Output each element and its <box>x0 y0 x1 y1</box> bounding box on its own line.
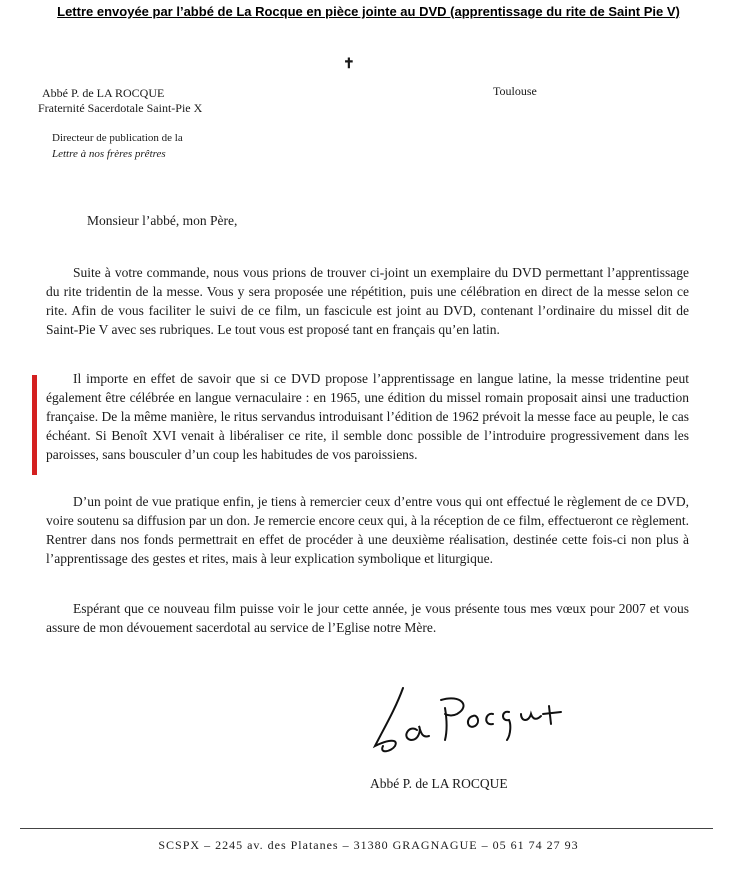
page-banner-title: Lettre envoyée par l’abbé de La Rocque en pièce jointe au DVD (apprentissage du rite de Saint Pie V) <box>57 4 680 19</box>
sender-organization: Fraternité Sacerdotale Saint-Pie X <box>38 101 203 115</box>
paragraph-text: Il importe en effet de savoir que si ce DVD propose l’apprentissage en langue latine, la messe tridentine peut également être célébrée en langue vernaculaire : en 1965, une édition du missel romain proposait ainsi une traduction française. De la même manière, le ritus servandus introduisant l’édition de 1962 prévoit la messe face au peuple, le cas échéant. Si Benoît XVI venait à libéraliser ce rite, il semble donc possible de l’introduire progressivement dans les paroisses, sans bousculer d’un coup les habitudes de vos paroissiens. <box>46 371 689 462</box>
footer-divider <box>20 828 713 829</box>
letter-city: Toulouse <box>493 84 537 98</box>
cross-icon: ✝ <box>343 57 355 72</box>
letter-paragraph-2 <box>46 369 689 464</box>
sender-block <box>38 86 202 116</box>
letter-paragraph-3 <box>46 492 689 568</box>
letter-paragraph-1 <box>46 263 689 339</box>
sender-role <box>52 130 183 162</box>
paragraph-text: Espérant que ce nouveau film puisse voir le jour cette année, je vous présente tous mes vœux pour 2007 et vous assure de mon dévouement sacerdotal au service de l’Eglise notre Mère. <box>46 601 689 635</box>
publication-title: Lettre à nos frères prêtres <box>52 148 166 160</box>
handwritten-signature <box>365 680 575 760</box>
signatory-name: Abbé P. de LA ROCQUE <box>370 776 508 791</box>
paragraph-text: Suite à votre commande, nous vous prions de trouver ci-joint un exemplaire du DVD permettant l’apprentissage du rite tridentin de la messe. Vous y sera proposée une répétition, puis une célébration en direct de la messe selon ce rite. Afin de vous faciliter le suivi de ce film, un fascicule est joint au DVD, contenant l’ordinaire du missel dit de Saint-Pie V avec ses rubriques. Le tout vous est proposé tant en français qu’en latin. <box>46 265 689 337</box>
sender-name: Abbé P. de LA ROCQUE <box>42 86 165 100</box>
footer-address: SCSPX – 2245 av. des Platanes – 31380 GRAGNAGUE – 05 61 74 27 93 <box>158 838 579 852</box>
salutation: Monsieur l’abbé, mon Père, <box>87 213 238 228</box>
highlight-bar <box>32 375 37 475</box>
sender-role-line: Directeur de publication de la <box>52 132 183 144</box>
paragraph-text: D’un point de vue pratique enfin, je tiens à remercier ceux d’entre vous qui ont effectué le règlement de ce DVD, voire soutenu sa diffusion par un don. Je remercie encore ceux qui, à la réception de ce film, effectueront ce règlement. Rentrer dans nos fonds permettrait en effet de procéder à une deuxième réalisation, destinée cette fois-ci non plus à l’apprentissage des gestes et rites, mais à leur explication symbolique et liturgique. <box>46 494 689 566</box>
letter-paragraph-4 <box>46 599 689 637</box>
